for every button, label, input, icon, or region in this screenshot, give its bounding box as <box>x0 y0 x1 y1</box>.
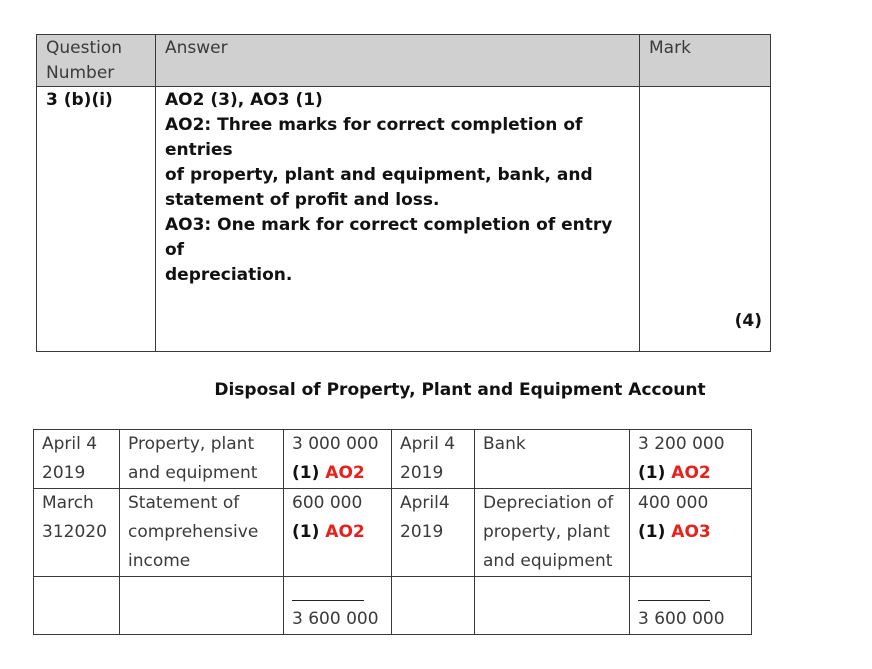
empty-cell <box>34 577 120 635</box>
question-header-line-1: Question <box>46 38 123 58</box>
mark-annotation <box>292 518 385 547</box>
mark-count: (1) <box>638 463 672 483</box>
cr-amount: 3 200 000 <box>638 434 725 454</box>
question-number-cell <box>37 87 156 352</box>
mark-count: (1) <box>638 522 672 542</box>
assessment-objective: AO2 <box>325 522 365 542</box>
answer-cell <box>156 87 640 352</box>
cr-date-cell <box>392 430 475 489</box>
dr-amount: 3 000 000 <box>292 434 379 454</box>
dr-amount-cell <box>284 430 392 489</box>
answer-line: statement of profit and loss. <box>165 190 440 210</box>
mark-count: (1) <box>292 463 326 483</box>
dr-details: Statement of <box>128 493 240 513</box>
total-underline <box>292 600 364 601</box>
dr-details: income <box>128 551 191 571</box>
mark-count: (1) <box>292 522 326 542</box>
dr-details-cell <box>120 489 284 577</box>
answer-text <box>156 87 639 288</box>
answer-line: depreciation. <box>165 265 293 285</box>
total-underline <box>638 600 710 601</box>
cr-date: April4 <box>400 493 450 513</box>
ledger-row <box>34 430 752 489</box>
answer-header-text: Answer <box>165 38 228 58</box>
answer-header <box>156 35 640 87</box>
cr-date: 2019 <box>400 463 444 483</box>
question-header-line-2: Number <box>46 63 115 83</box>
assessment-objective: AO2 <box>671 463 711 483</box>
empty-cell <box>120 577 284 635</box>
cr-total-cell <box>630 577 752 635</box>
mark-cell <box>640 87 771 352</box>
assessment-objective: AO3 <box>671 522 711 542</box>
cr-details: Bank <box>483 434 526 454</box>
cr-date-cell <box>392 489 475 577</box>
disposal-account-table <box>33 429 752 635</box>
cr-total: 3 600 000 <box>638 609 725 629</box>
cr-amount: 400 000 <box>638 493 709 513</box>
cr-details: property, plant <box>483 522 610 542</box>
empty-cell <box>475 577 630 635</box>
dr-details-cell <box>120 430 284 489</box>
cr-amount-cell <box>630 430 752 489</box>
answer-line: of property, plant and equipment, bank, and <box>165 165 593 185</box>
cr-details-cell <box>475 430 630 489</box>
cr-date: April 4 <box>400 434 456 454</box>
mark-scheme-body-row <box>37 87 771 352</box>
mark-header <box>640 35 771 87</box>
answer-line: AO3: One mark for correct completion of entry of <box>165 215 613 260</box>
question-number-header <box>37 35 156 87</box>
cr-details: Depreciation of <box>483 493 614 513</box>
total-mark: (4) <box>734 311 762 331</box>
empty-cell <box>392 577 475 635</box>
mark-annotation <box>638 518 745 547</box>
mark-annotation <box>638 459 745 488</box>
dr-date-cell <box>34 430 120 489</box>
cr-date: 2019 <box>400 522 444 542</box>
dr-total-cell <box>284 577 392 635</box>
ledger-title: Disposal of Property, Plant and Equipment Account <box>214 380 706 400</box>
dr-amount-cell <box>284 489 392 577</box>
dr-date: 2019 <box>42 463 86 483</box>
ledger-totals-row <box>34 577 752 635</box>
dr-date: 312020 <box>42 522 107 542</box>
assessment-objective: AO2 <box>325 463 365 483</box>
dr-date: April 4 <box>42 434 98 454</box>
dr-total: 3 600 000 <box>292 609 379 629</box>
mark-header-text: Mark <box>649 38 691 58</box>
dr-date: March <box>42 493 94 513</box>
dr-details: comprehensive <box>128 522 259 542</box>
dr-details: and equipment <box>128 463 258 483</box>
mark-scheme-table <box>36 34 771 352</box>
mark-scheme-header-row <box>37 35 771 87</box>
answer-line: AO2 (3), AO3 (1) <box>165 90 323 110</box>
question-number: 3 (b)(i) <box>46 90 113 110</box>
cr-details-cell <box>475 489 630 577</box>
dr-details: Property, plant <box>128 434 255 454</box>
cr-details: and equipment <box>483 551 613 571</box>
cr-amount-cell <box>630 489 752 577</box>
mark-annotation <box>292 459 385 488</box>
ledger-row <box>34 489 752 577</box>
dr-date-cell <box>34 489 120 577</box>
dr-amount: 600 000 <box>292 493 363 513</box>
answer-line: AO2: Three marks for correct completion of entries <box>165 115 583 160</box>
